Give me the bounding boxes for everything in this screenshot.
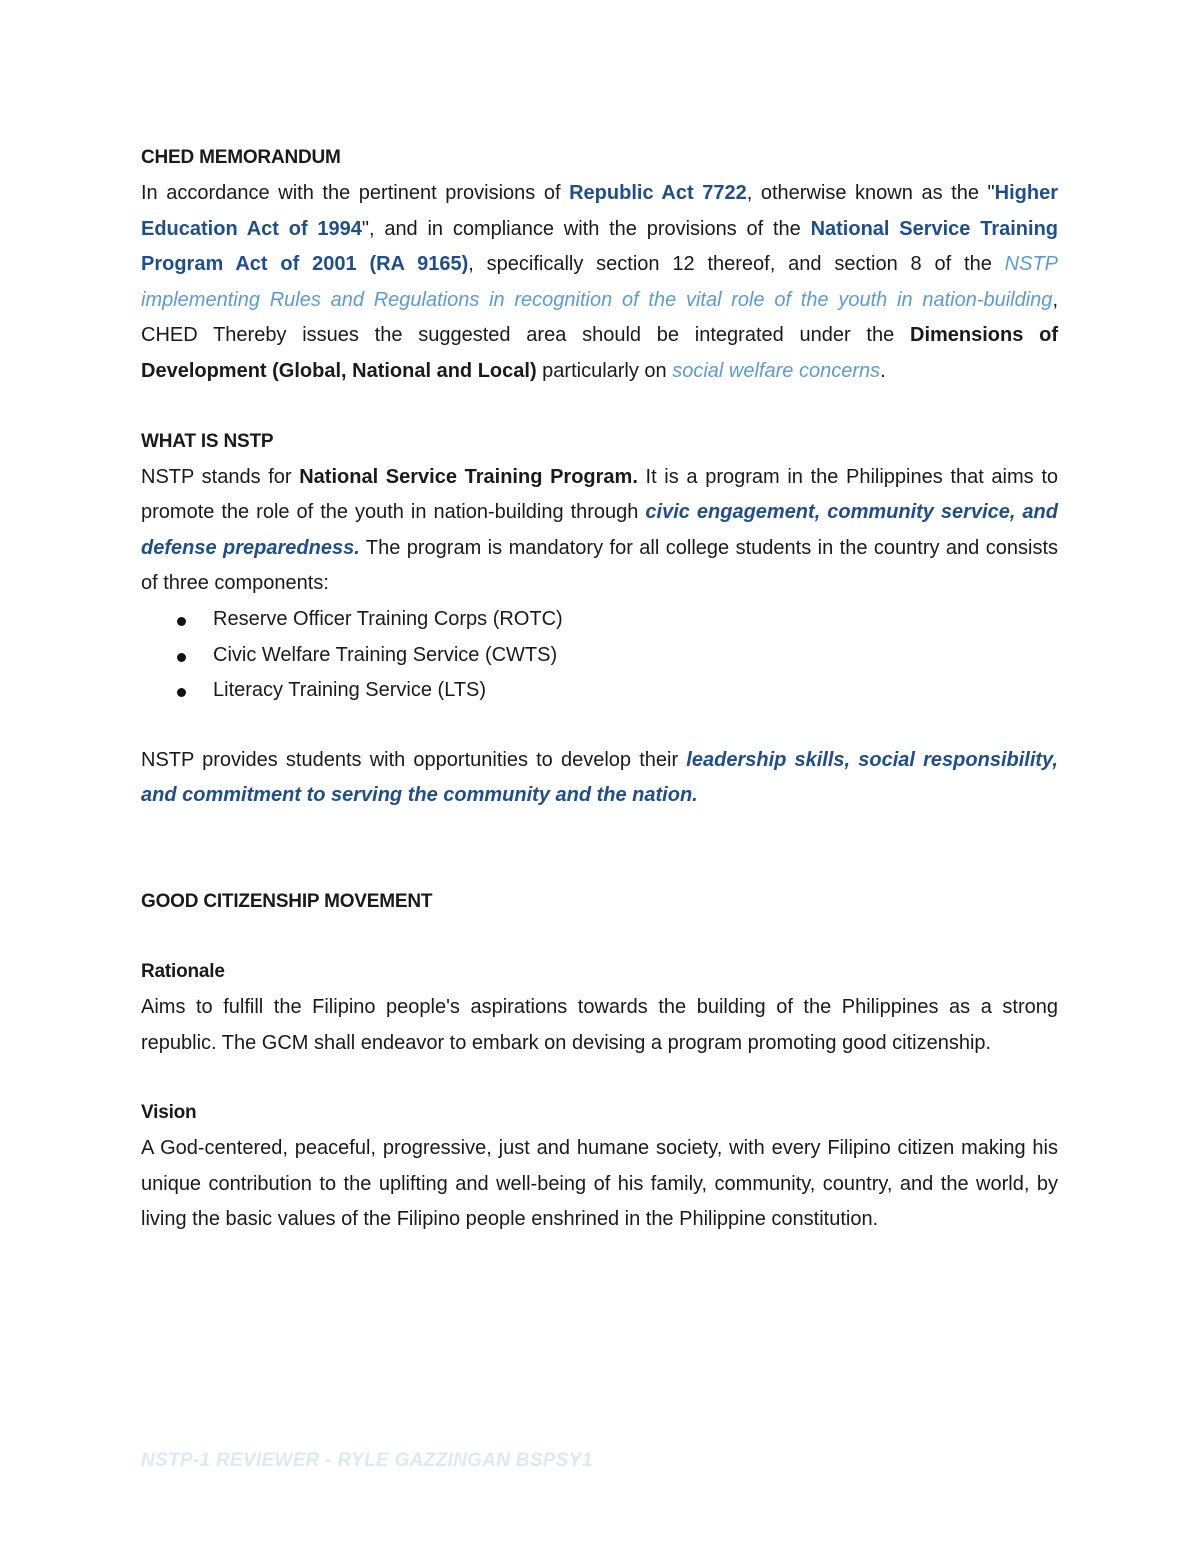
bullet-icon [177,688,186,697]
rationale-text: Aims to fulfill the Filipino people's aspirations towards the building of the Philippines as a strong republic. The GCM shall endeavor to embark on devising a program promoting good citizenship. [141,995,1058,1054]
vision-text: A God-centered, peaceful, progressive, just and humane society, with every Filipino citizen making his unique contribution to the uplifting and well-being of his family, community, country, and the world, by living the basic values of the Filipino people enshrined in the Philippine constitution. [141,1137,1058,1231]
component-rotc: Reserve Officer Training Corps (ROTC) [213,607,563,630]
ched-text-1: In accordance with the pertinent provisions of [141,182,570,204]
vision-heading: Vision [141,1102,197,1124]
ched-text-4: , specifically section 12 thereof, and section 8 of the [468,253,1005,276]
nstp-opportunities-paragraph [141,743,1058,814]
document-body [141,140,1058,1238]
nstp-text-2: It is a program in the Philippines that aims to promote the role of the youth in nation-building through [141,465,1058,524]
component-cwts: Civic Welfare Training Service (CWTS) [213,643,558,666]
nstp-act-ref: National Service Training Program Act of 2001 (RA 9165) [141,217,1058,276]
nstp-heading: WHAT IS NSTP [141,430,274,452]
rationale-heading: Rationale [141,960,225,982]
ched-paragraph [141,176,1058,390]
gcm-heading: GOOD CITIZENSHIP MOVEMENT [141,890,433,912]
ched-text-2: , otherwise known as the " [746,182,995,204]
nstp-full-name: National Service Training Program. [299,465,638,488]
bullet-icon [177,617,186,626]
ched-text-7: . [880,359,886,382]
ched-text-6: particularly on [536,359,673,382]
nstp-paragraph [141,460,1058,602]
list-item [141,673,1058,709]
higher-education-act-ref: Higher Education Act of 1994 [141,182,1058,240]
dimensions-of-development: Dimensions of Development (Global, National and Local) [141,324,1058,382]
nstp-components-list [141,602,1058,709]
nstp-opp-focus: leadership skills, social responsibility, and commitment to serving the community and the nation. [141,748,1058,807]
list-item [141,638,1058,674]
list-item [141,602,1058,638]
nstp-focus-areas: civic engagement, community service, and defense preparedness. [141,501,1058,559]
ra-7722-ref: Republic Act 7722 [569,182,747,204]
ched-text-5: , CHED Thereby issues the suggested area should be integrated under the [141,288,1058,347]
component-lts: Literacy Training Service (LTS) [213,679,487,702]
page-footer: NSTP-1 REVIEWER - RYLE GAZZINGAN BSPSY1 [141,1450,593,1471]
nstp-text-3: The program is mandatory for all college students in the country and consists of three components: [141,536,1058,595]
nstp-opp-text: NSTP provides students with opportunities to develop their [141,748,687,771]
social-welfare-concerns: social welfare concerns [672,359,881,382]
ched-text-3: ", and in compliance with the provisions of the [361,217,811,240]
nstp-text-1: NSTP stands for [141,465,300,488]
bullet-icon [177,653,186,662]
nstp-irr-ref: NSTP implementing Rules and Regulations in recognition of the vital role of the youth in nation-building [141,253,1058,311]
ched-heading: CHED MEMORANDUM [141,147,341,168]
